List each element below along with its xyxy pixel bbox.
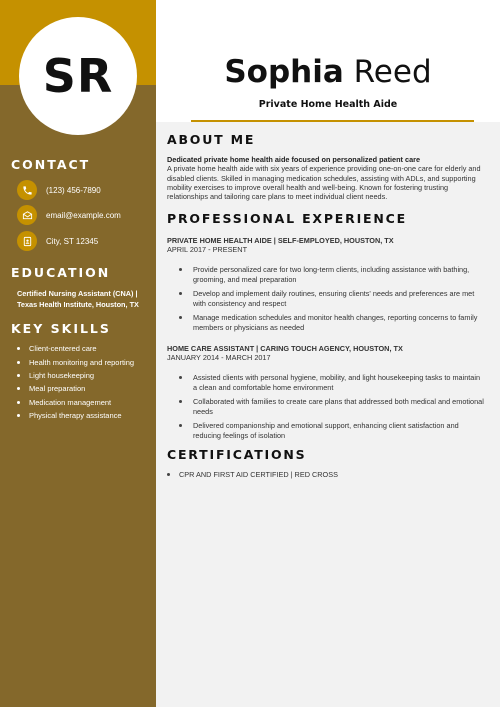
contact-phone [17,180,101,200]
contact-email [17,205,121,225]
skill-label: Physical therapy assistance [29,411,122,421]
skill-label: Medication management [29,397,112,407]
job-bullet: Collaborated with families to create care plans that addressed both medical and emotional needs [179,397,484,416]
bullet-dot [17,414,20,417]
skill-item [17,342,134,355]
skill-label: Health monitoring and reporting [29,357,135,367]
job-2-bullets [179,373,484,445]
about-section [167,155,482,201]
location-icon [17,231,37,251]
skill-item [17,382,134,395]
education-heading: EDUCATION [11,265,111,280]
location-text: City, ST 12345 [46,236,99,246]
skill-label: Client-centered care [29,344,97,354]
bullet-dot [17,401,20,404]
phone-icon [17,180,37,200]
contact-location [17,231,98,251]
last-name: Reed [353,54,432,90]
skill-item [17,409,134,422]
about-lead: Dedicated private home health aide focused on personalized patient care [167,155,421,164]
bullet-dot [17,387,20,390]
education-line-1: Certified Nursing Assistant (CNA) | [17,289,138,298]
candidate-name [156,54,500,90]
bullet-dot [167,473,170,476]
job-bullet: Provide personalized care for two long-term clients, including assistance with bathing, grooming, and meal preparation [179,265,484,284]
bullet-dot [17,374,20,377]
bullet-dot [17,361,20,364]
certification-item [167,470,338,479]
skills-heading: KEY SKILLS [11,321,111,336]
email-text[interactable]: email@example.com [46,210,121,220]
email-icon [17,205,37,225]
job-2-dates: JANUARY 2014 - MARCH 2017 [167,353,271,362]
bullet-dot [17,347,20,350]
skills-list [17,342,134,422]
experience-heading: PROFESSIONAL EXPERIENCE [167,211,407,226]
job-bullet: Delivered companionship and emotional support, enhancing client satisfaction and reducing feelings of isolation [179,421,484,440]
skill-item [17,355,134,368]
certification-label: CPR AND FIRST AID CERTIFIED | RED CROSS [179,470,338,479]
job-1-dates: APRIL 2017 - PRESENT [167,245,248,254]
job-bullet: Assisted clients with personal hygiene, mobility, and light housekeeping tasks to maintain a clean and comfortable home environment [179,373,484,392]
monogram-circle [19,17,137,135]
about-body: A private home health aide with six years of experience providing one-on-one care for elderly and disabled clients. Skilled in managing medication schedules, assisting with ADLs, and supporting mobility exercises to improve overall health and well-being. Known for fostering trusting relationships and tailoring care plans to meet individual client needs. [167,164,481,202]
skill-label: Meal preparation [29,384,86,394]
contact-heading: CONTACT [11,157,91,172]
education-line-2: Texas Health Institute, Houston, TX [17,300,139,309]
job-1-title: PRIVATE HOME HEALTH AIDE | SELF-EMPLOYED, HOUSTON, TX [167,236,394,245]
monogram-initials: SR [42,49,114,103]
job-bullet: Develop and implement daily routines, ensuring clients' needs and preferences are met with consistency and respect [179,289,484,308]
job-bullet: Manage medication schedules and monitor health changes, reporting concerns to family members or physicians as needed [179,313,484,332]
header-divider [191,120,474,122]
skill-item [17,396,134,409]
education-entry [17,288,153,310]
about-heading: ABOUT ME [167,132,256,147]
skill-item [17,369,134,382]
job-role: Private Home Health Aide [258,99,398,110]
skill-label: Light housekeeping [29,370,95,380]
job-2-title: HOME CARE ASSISTANT | CARING TOUCH AGENCY, HOUSTON, TX [167,344,403,353]
first-name: Sophia [224,54,344,90]
certifications-heading: CERTIFICATIONS [167,447,307,462]
phone-text: (123) 456-7890 [46,185,101,195]
job-1-bullets [179,265,484,337]
